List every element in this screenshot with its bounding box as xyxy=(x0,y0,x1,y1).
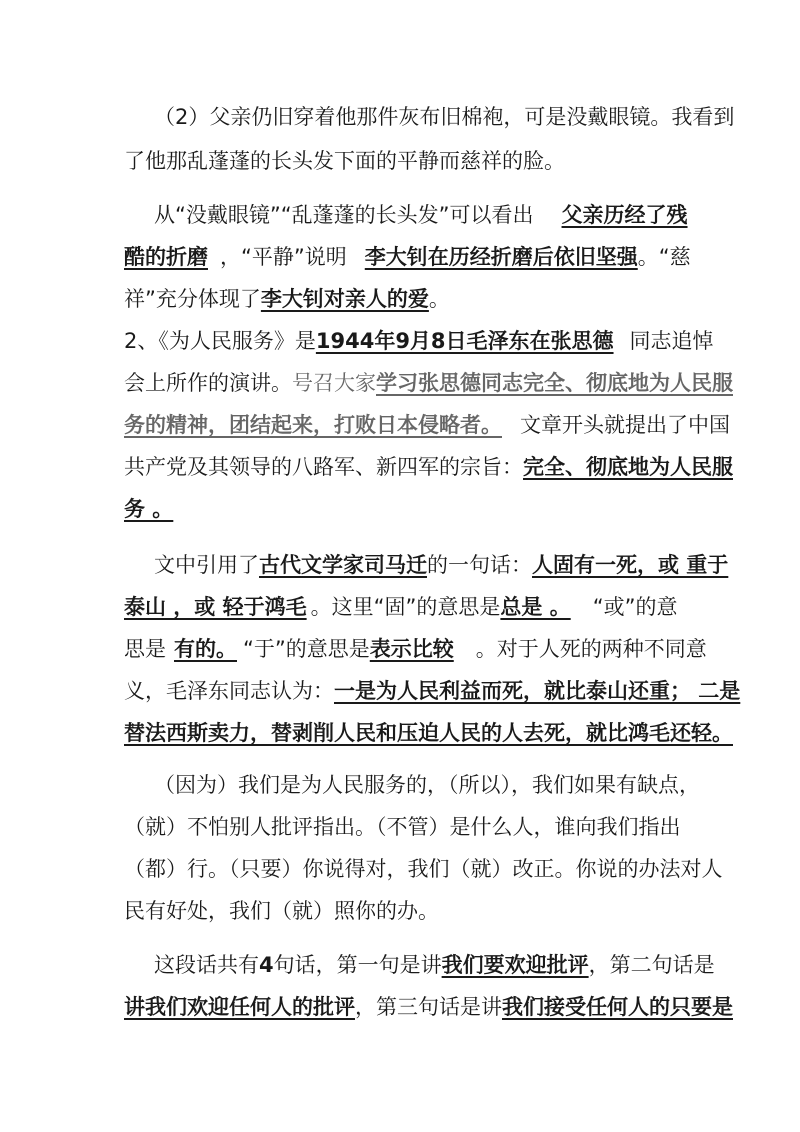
text-line xyxy=(124,718,733,748)
text-span: 同志追悼 xyxy=(629,329,714,353)
text-span: 从“没戴眼镜”“乱蓬蓬的长头发”可以看出 xyxy=(154,203,534,227)
text-line xyxy=(154,102,734,132)
text-span: ，“平静”说明 xyxy=(220,245,347,269)
answer-blank: 完全、彻底地为人民服 xyxy=(523,455,733,479)
text-line xyxy=(124,854,723,884)
text-span: 。“慈 xyxy=(637,245,691,269)
text-span: 句话，第一句是讲 xyxy=(273,953,442,977)
text-span: 民有好处，我们（就）照你的办。 xyxy=(124,899,439,923)
text-span: 。对于人死的两种不同意 xyxy=(475,637,707,661)
text-line xyxy=(124,146,565,176)
text-span: 会上所作的演讲。 xyxy=(124,371,292,395)
text-line xyxy=(124,284,450,314)
text-line xyxy=(124,368,733,398)
text-line xyxy=(124,992,733,1022)
text-span: 4 xyxy=(259,953,274,977)
text-line xyxy=(124,896,439,926)
answer-blank: 我们接受任何人的只要是 xyxy=(502,995,733,1019)
text-span: 号召大家 xyxy=(292,371,376,395)
text-line xyxy=(124,242,691,272)
text-line xyxy=(154,950,715,980)
answer-blank: 替法西斯卖力，替剥削人民和压迫人民的人去死，就比鸿毛还轻。 xyxy=(124,721,733,745)
text-span: 文章开头就提出了中国 xyxy=(520,413,730,437)
text-line xyxy=(124,634,707,664)
text-span: 祥”充分体现了 xyxy=(124,287,261,311)
text-span: 这段话共有 xyxy=(154,953,259,977)
text-span: 共产党及其领导的八路军、新四军的宗旨： xyxy=(124,455,523,479)
text-line xyxy=(124,410,730,440)
text-span: 了他那乱蓬蓬的长头发下面的平静而慈祥的脸。 xyxy=(124,149,565,173)
text-line xyxy=(154,550,728,580)
text-line xyxy=(154,200,688,230)
answer-blank: 泰山 ，或 轻于鸿毛 xyxy=(124,595,307,619)
text-span: ，第三句话是讲 xyxy=(355,995,502,1019)
answer-blank: 我们要欢迎批评 xyxy=(441,953,589,977)
text-span: 思是 xyxy=(124,637,166,661)
text-line xyxy=(154,770,700,800)
answer-blank: 李大钊在历经折磨后依旧坚强 xyxy=(364,245,638,269)
text-span: （都）行。（只要）你说得对，我们（就）改正。你说的办法对人 xyxy=(124,857,723,881)
text-span: 。这里“固”的意思是 xyxy=(310,595,501,619)
answer-blank: 李大钊对亲人的爱 xyxy=(260,287,429,311)
text-line xyxy=(124,326,714,356)
text-line xyxy=(124,676,740,706)
answer-blank: 古代文学家司马迁 xyxy=(259,553,427,577)
answer-blank: 有的。 xyxy=(174,637,237,661)
text-span: 2、《为人民服务》是 xyxy=(124,329,316,353)
answer-blank: 学习张思德同志完全、彻底地为人民服 xyxy=(376,371,733,395)
text-span: 义，毛泽东同志认为： xyxy=(124,679,334,703)
answer-blank: 1944年9月8日毛泽东在张思德 xyxy=(315,329,614,353)
text-line xyxy=(124,812,681,842)
answer-blank: 一是为人民利益而死，就比泰山还重； 二是 xyxy=(334,679,741,703)
answer-blank: 表示比较 xyxy=(369,637,454,661)
text-span: ，第二句话是 xyxy=(588,953,715,977)
answer-blank: 酷的折磨 xyxy=(124,245,208,269)
text-span: 文中引用了 xyxy=(154,553,259,577)
answer-blank: 总是 。 xyxy=(500,595,571,619)
text-span: “于”的意思是 xyxy=(243,637,370,661)
text-span: “或”的意 xyxy=(592,595,678,619)
text-span: （2）父亲仍旧穿着他那件灰布旧棉袍，可是没戴眼镜。我看到 xyxy=(154,105,735,129)
answer-blank: 务 。 xyxy=(124,497,174,521)
text-span: 的一句话： xyxy=(427,553,532,577)
text-span: （因为）我们是为人民服务的，（所以），我们如果有缺点， xyxy=(154,773,700,797)
answer-blank: 讲我们欢迎任何人的批评 xyxy=(124,995,355,1019)
text-span: （就）不怕别人批评指出。（不管）是什么人，谁向我们指出 xyxy=(124,815,681,839)
text-line xyxy=(124,592,677,622)
text-line xyxy=(124,494,197,524)
text-span: 。 xyxy=(428,287,450,311)
answer-blank: 务的精神，团结起来，打败日本侵略者。 xyxy=(124,413,502,437)
answer-blank: 父亲历经了残 xyxy=(561,203,688,227)
text-line xyxy=(124,452,733,482)
answer-blank: 人固有一死，或 重于 xyxy=(532,553,729,577)
